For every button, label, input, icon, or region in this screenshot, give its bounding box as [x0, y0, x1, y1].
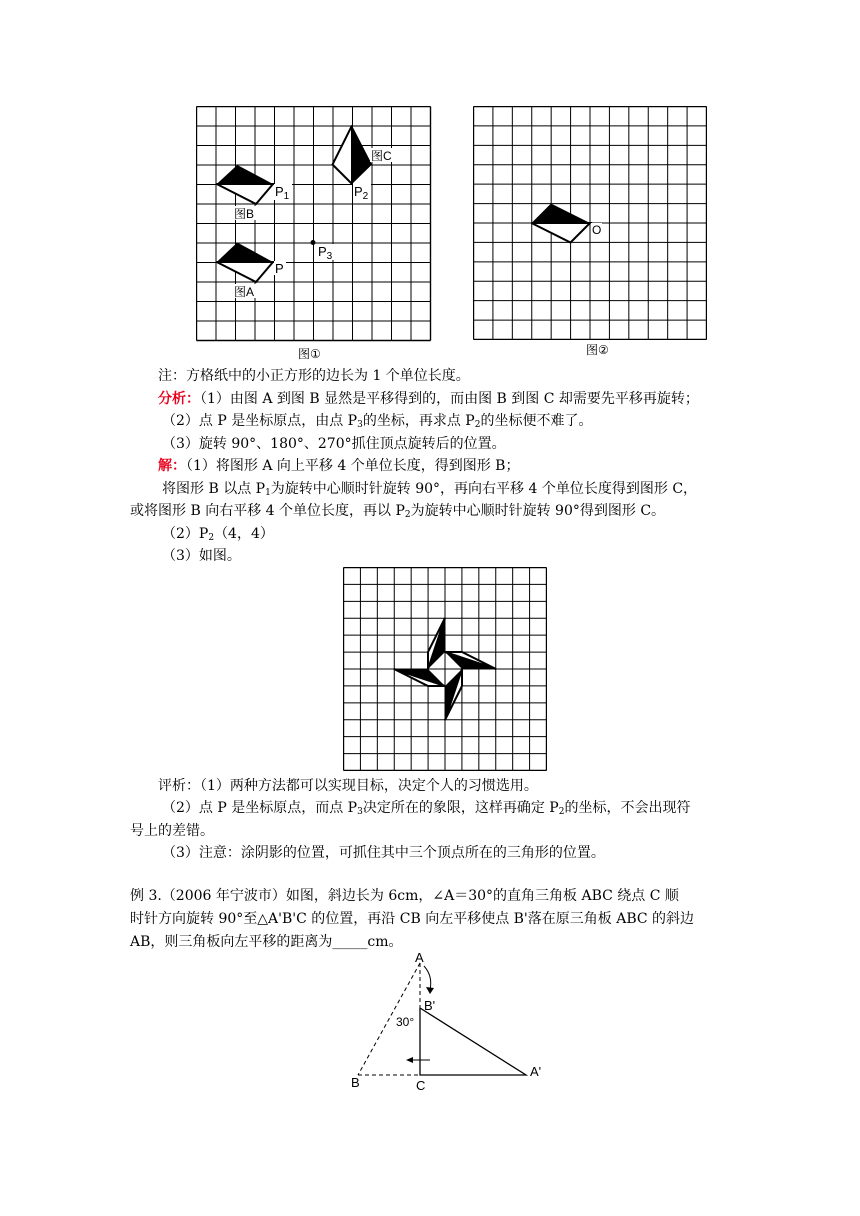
solution-label: 解： — [158, 458, 186, 474]
figure-3 — [343, 567, 547, 771]
comment-line-1: 评析：（1）两种方法都可以实现目标，决定个人的习惯选用。 — [158, 778, 538, 794]
translation-arrowhead-icon — [406, 1057, 413, 1063]
label-o: O — [592, 223, 602, 237]
analysis-line-2: （2）点 P 是坐标原点，由点 $P_3$的坐标，再求点 $P_2$的坐标便不难了。 — [162, 413, 593, 430]
analysis-line-1: 分析：（1）由图 A 到图 B 显然是平移得到的，而由图 B 到图 C 却需要先平移再旋转； — [158, 391, 699, 407]
shape-c-dark-triangle — [352, 126, 372, 185]
solution-line-1: 解：（1）将图形 A 向上平移 4 个单位长度，得到图形 B； — [158, 458, 520, 474]
comment-line-4: （3）注意：涂阴影的位置，可抓住其中三个顶点所在的三角形的位置。 — [162, 845, 605, 861]
example-line-2: 时针方向旋转 90°至△A'B'C 的位置，再沿 CB 向左平移使点 B'落在原三角板 ABC 的斜边 — [130, 911, 695, 927]
figure-1-caption: 图① — [298, 347, 321, 361]
label-shape-a: 图A — [234, 285, 255, 299]
shape-b-white-triangle — [217, 184, 273, 204]
rotation-arrowhead-icon — [426, 987, 434, 994]
figure-4-svg — [340, 948, 560, 1098]
label-p3: $P_3$ — [318, 244, 333, 262]
label-p2: $P_2$ — [354, 184, 369, 202]
figure-2-white-triangle — [532, 223, 591, 243]
shape-c-white-triangle — [333, 126, 353, 185]
triangle-a-prime-b-prime-c — [420, 1008, 526, 1075]
solution-line-5: （3）如图。 — [162, 548, 241, 564]
figure-2-dark-triangle — [532, 204, 591, 224]
example-line-3: AB，则三角板向左平移的距离为_____cm。 — [130, 934, 403, 950]
figure-2-caption: 图② — [586, 343, 609, 357]
label-c: C — [416, 1078, 426, 1093]
solution-line-4: $(2)P_2(4$，4） — [162, 526, 274, 543]
rotation-arc — [424, 966, 431, 990]
label-p: P — [275, 261, 284, 276]
analysis-line-3: （3）旋转 90°、180°、270°抓住顶点旋转后的位置。 — [162, 436, 506, 452]
point-p3 — [311, 240, 316, 245]
figure-1 — [196, 106, 432, 342]
shape-b-dark-triangle — [217, 165, 273, 184]
shape-a-dark-triangle — [217, 243, 273, 263]
label-b: B — [351, 1075, 360, 1090]
figure-3-grid — [343, 567, 547, 771]
shape-a-white-triangle — [217, 262, 273, 282]
example-line-1: 例 3.（2006 年宁波市）如图，斜边长为 6cm，∠A＝30°的直角三角板 ABC 绕点 C 顺 — [130, 888, 679, 904]
label-p1: $P_1$ — [275, 184, 290, 202]
label-shape-b: 图B — [234, 207, 255, 221]
label-b-prime: B' — [424, 998, 436, 1013]
figure-2-grid — [473, 106, 707, 340]
label-angle: 30° — [396, 1015, 415, 1029]
label-a-prime: A' — [530, 1064, 542, 1079]
label-shape-c: 图C — [371, 149, 392, 163]
figure-1-grid — [196, 106, 432, 342]
comment-line-2: （2）点 P 是坐标原点，而点 $P_3$决定所在的象限，这样再确定 $P_2$的坐标，不会出现符 — [162, 800, 691, 817]
note: 注：方格纸中的小正方形的边长为 1 个单位长度。 — [158, 368, 470, 384]
figure-4 — [340, 948, 560, 1098]
analysis-label: 分析： — [158, 391, 200, 407]
label-a: A — [415, 950, 424, 965]
solution-line-2: 将图形 B 以点 $P_1$为旋转中心顺时针旋转 90°，再向右平移 4 个单位长度得到图形 C， — [162, 481, 698, 498]
comment-line-3: 号上的差错。 — [130, 823, 214, 839]
solution-line-3: 或将图形 B 向右平移 4 个单位长度，再以 $P_2$为旋转中心顺时针旋转 90°得到图形 C。 — [130, 503, 666, 520]
figure-2 — [473, 106, 707, 340]
